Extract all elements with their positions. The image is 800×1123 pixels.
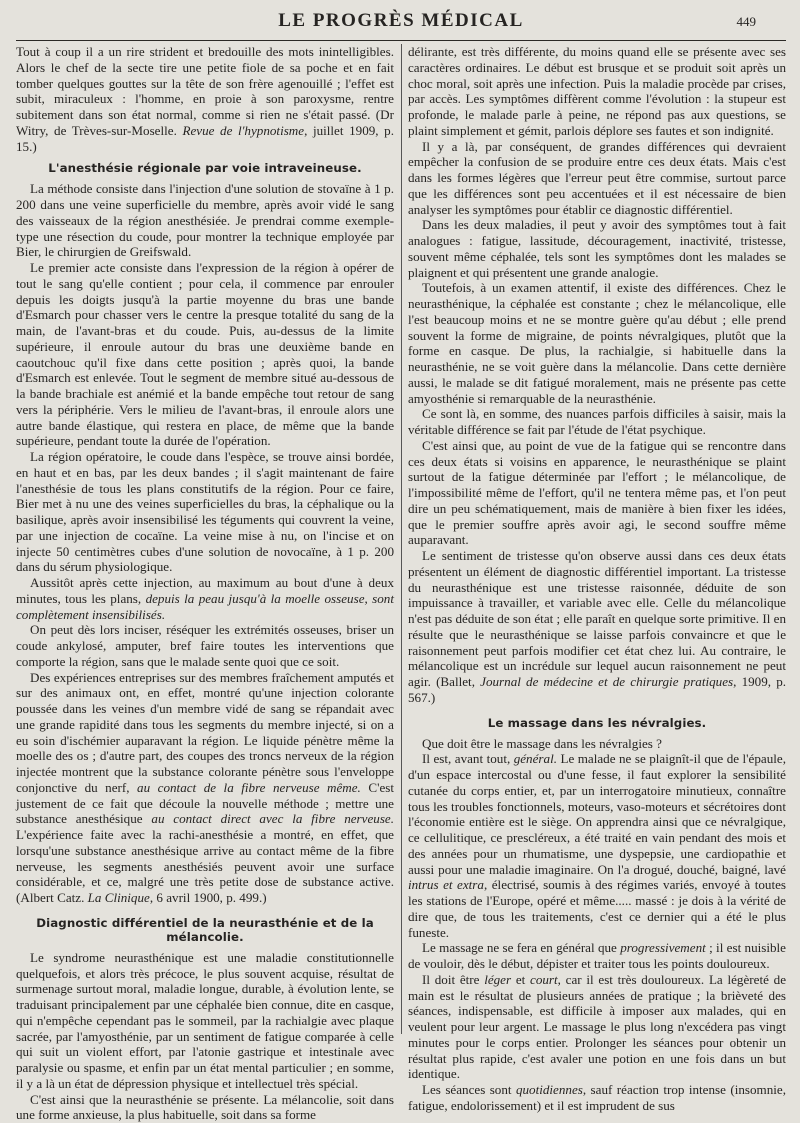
emphasis: quotidiennes (516, 1082, 583, 1097)
emphasis: général. (514, 751, 557, 766)
emphasis: au contact de la fibre nerveuse même. (137, 780, 361, 795)
text-columns (16, 44, 780, 1034)
emphasis: intrus et extra (408, 877, 484, 892)
emphasis: depuis la peau jusqu'à la moelle osseuse, sont complètement insensibilisés. (16, 591, 394, 622)
emphasis: au contact direct avec la fibre nerveuse. (151, 811, 394, 826)
paragraph: La méthode consiste dans l'injection d'une solution de stovaïne à 1 p. 200 dans une veine superficielle du membre, après avoir vidé le sang des vaisseaux de la région anesthésiée. Je prendrai comme exemple-type une résection du coude, pour montrer la technique employée par Bier, le chirurgien de Greifswald. (16, 181, 394, 260)
source-citation: Journal de médecine et de chirurgie pratiques (480, 674, 733, 689)
paragraph: Les séances sont quotidiennes, sauf réaction trop intense (insomnie, fatigue, endolorissement) et il est imprudent de sus (408, 1082, 786, 1114)
paragraph: Le massage ne se fera en général que progressivement ; il est nuisible de vouloir, dès le début, dépister et traiter tous les points douloureux. (408, 940, 786, 972)
page-header (16, 0, 786, 41)
page-number: 449 (737, 14, 757, 30)
column-divider (401, 44, 402, 1034)
emphasis: léger (484, 972, 511, 987)
paragraph: Dans les deux maladies, il peut y avoir des symptômes tout à fait analogues : fatigue, lassitude, découragement, inactivité, tristesse, souvent même céphalée, tels sont les symptômes dont les malades se plaignent et qui présentent une grande analogie. (408, 217, 786, 280)
section-heading-anesthesie: L'anesthésie régionale par voie intraveineuse. (16, 161, 394, 175)
paragraph: Ce sont là, en somme, des nuances parfois difficiles à saisir, mais la véritable différence se fait par l'étude de l'état psychique. (408, 406, 786, 438)
paragraph: C'est ainsi que, au point de vue de la fatigue qui se rencontre dans ces deux états si voisins en apparence, le neurasthénique se plaint surtout de la fatigue déterminée par l'effort ; le mélancolique, de l'impossibilité même de l'effort, qu'il ne tentera même pas, et l'on peut dire un peu schématiquement, mais de manière à bien fixer les idées, que le premier souffre après avoir agi, le second souffre même auparavant. (408, 438, 786, 548)
right-column (408, 44, 786, 1034)
paragraph: Il est, avant tout, général. Le malade ne se plaignît-il que de l'épaule, d'un espace intercostal ou d'une fesse, il faut explorer la sensibilité cutanée du corps entier, et, par un interrogatoire minutieux, connaître tous les troubles fonctionnels, moteurs, vaso-moteurs et sécrétoires dont l'économie entière est le siège. On apprendra ainsi que ce névralgique, ce cellulitique, ce prescléreux, a été traité en vain pendant des mois et des années pour un rhumatisme, une dyspepsie, une cardiopathie et aussi pour une maladie imaginaire. On l'a drogué, douché, baigné, lavé intrus et extra, électrisé, soumis à des régimes variés, envoyé à toutes les stations de l'Europe, opéré et même..... massé : je dois à la vérité de dire que, de tous les traitements, c'est ce dernier qui a été le plus funeste. (408, 751, 786, 940)
paragraph: Des expériences entreprises sur des membres fraîchement amputés et sur des animaux ont, en effet, montré qu'une injection colorante poussée dans les veines d'un membre vidé de sang se répandait avec une grande rapidité dans tous les segments du membre injecté, si on a eu soin d'ischémier auparavant la région. Le liquide pénètre même la moelle des os ; d'autre part, des coupes des troncs nerveux de la région injectée montrent que la substance colorante pénètre sous l'enveloppe conjonctive du nerf, au contact de la fibre nerveuse même. C'est justement de ce fait que découle la nouvelle méthode ; mettre une substance anesthésique au contact direct avec la fibre nerveuse. L'expérience faite avec la rachi-anesthésie a montré, en effet, que lorsqu'une substance anesthésique arrive au contact même de la fibre nerveuse, les segments anesthésiés peuvent avoir une surface considérable, et ce, malgré une très petite dose de substance active. (Albert Catz. La Clinique, 6 avril 1900, p. 499.) (16, 670, 394, 906)
paragraph: La région opératoire, le coude dans l'espèce, se trouve ainsi bordée, en haut et en bas, par les deux bandes ; il s'agit maintenant de faire l'anesthésie de tous les plans constitutifs de la région. Pour ce faire, Bier met à nu une des veines superficielles du bras, la céphalique ou la basilique, après avoir insensibilisé les téguments qui couvrent la veine, par une injection de cocaïne. La veine mise à nu, on l'incise et on injecte 50 centimètres cubes d'une solution de novocaïne, à 1 p. 200 dans du sérum physiologique. (16, 449, 394, 575)
section-heading-diagnostic: Diagnostic différentiel de la neurasthénie et de la mélancolie. (16, 916, 394, 944)
paragraph: C'est ainsi que la neurasthénie se présente. La mélancolie, soit dans une forme anxieuse, la plus habituelle, soit dans sa forme (16, 1092, 394, 1123)
paragraph: Le sentiment de tristesse qu'on observe aussi dans ces deux états présentent un élément de diagnostic différentiel important. La tristesse du neurasthénique est une tristesse raisonnée, déduite de son impuissance à travailler, et variable avec elle. Celle du mélancolique n'est pas déduite de son état ; elle paraît en quelque sorte primitive. Il en résulte que le neurasthénique se laisse parfois convaincre et que le raisonnement peut parfois modifier cet état chez lui. Au contraire, le mélancolique est un incrédule sur lequel aucun raisonnement ne peut agir. (Ballet, Journal de médecine et de chirurgie pratiques, 1909, p. 567.) (408, 548, 786, 706)
source-citation: Revue de l'hypnotisme (182, 123, 304, 138)
emphasis: progressivement (620, 940, 706, 955)
paragraph: Que doit être le massage dans les névralgies ? (408, 736, 786, 752)
paragraph: Aussitôt après cette injection, au maximum au bout d'une à deux minutes, tous les plans, depuis la peau jusqu'à la moelle osseuse, sont complètement insensibilisés. (16, 575, 394, 622)
paragraph: Il doit être léger et court, car il est très douloureux. La légèreté de main est le résultat de plusieurs années de pratique ; la brièveté des séances, indispensable, est difficile à imposer aux malades, qui en veulent pour leur argent. Le massage le plus long n'excédera pas vingt minutes pour le corps entier. Prolonger les séances pour obtenir un résultat plus rapide, c'est avaler une potion en une fois dans un but identique. (408, 972, 786, 1082)
paragraph: Le syndrome neurasthénique est une maladie constitutionnelle quelquefois, et alors très précoce, le plus souvent acquise, résultat de surmenage surtout moral, maladie longue, durable, à évolution lente, se traduisant principalement par une céphalée bien connue, dite en casque, qui n'empêche cependant pas le sommeil, par la rachialgie avec plaque sacrée, par l'amyosthénie, par un sentiment de fatigue comparée à celle qui suit un violent effort, par l'atonie gastrique et intestinale avec paralysie ou spasme, et enfin par un état mental particulier ; en somme, il y a là un état de dépression physique et intellectuel très spécial. (16, 950, 394, 1092)
paragraph: Tout à coup il a un rire strident et bredouille des mots inintelligibles. Alors le chef de la secte tire une petite fiole de sa poche et en fait tomber quelques gouttes sur la tête de son frère agenouillé ; l'effet est subit, miraculeux : l'homme, en proie à son paroxysme, rentre subitement dans son état normal, comme si rien ne s'était passé. (Dr Witry, de Trèves-sur-Moselle. Revue de l'hypnotisme, juillet 1909, p. 15.) (16, 44, 394, 154)
section-heading-massage: Le massage dans les névralgies. (408, 716, 786, 730)
running-title: LE PROGRÈS MÉDICAL (16, 10, 786, 32)
paragraph: Le premier acte consiste dans l'expression de la région à opérer de tout le sang qu'elle contient ; pour cela, il commence par enrouler depuis les doigts jusqu'à la partie moyenne du bras une bande d'Esmarch pour chasser vers le centre la presque totalité du sang de la main, de l'avant-bras et du coude. Puis, au-dessus de la limite supérieure, il enroule autour du bras une deuxième bande en caoutchouc qu'il fixe dans cette position ; après quoi, la bande d'Esmarch est enlevée. Tout le segment de membre situé au-dessous de la bande brachiale est anémié et la bande empêche tout retour de sang vers la périphérie. Vers le milieu de l'avant-bras, il enroule alors une autre bande élastique, qui restera en place, de même que la bande supérieure, pendant toute la durée de l'opération. (16, 260, 394, 449)
paragraph: délirante, est très différente, du moins quand elle se présente avec ses caractères ordinaires. Le début est brusque et se produit soit après un choc moral, soit après une infection. Puis la maladie procède par crises, par accès. Les symptômes diffèrent comme l'évolution : la stupeur est profonde, le malade parle à peine, ne répond pas aux questions, se plaint simplement et gémit, parlois déplore ses fautes et son indignité. (408, 44, 786, 139)
emphasis: court (530, 972, 558, 987)
paragraph: Il y a là, par conséquent, de grandes différences qui devraient empêcher la confusion de se produire entre ces deux états. Mais c'est dans les formes légères que l'erreur peut être commise, surtout parce que les différences sont peu accentuées et il est nécessaire de bien analyser les symptômes pour établir ce diagnostic différentiel. (408, 139, 786, 218)
paragraph: Toutefois, à un examen attentif, il existe des différences. Chez le neurasthénique, la céphalée est constante ; chez le mélancolique, elle l'est beaucoup moins et ne se montre guère qu'au début ; elle prend souvent la forme de migraine, de points névralgiques, plutôt que la forme en casque. De plus, la rachialgie, si habituelle dans la neurasthénie, ne se voit guère dans la mélancolie. Dans cette dernière aussi, le malade se dit fatigué moralement, mais ne présente pas cette amyosthénie si remarquable de la neurasthénie. (408, 280, 786, 406)
left-column (16, 44, 394, 1034)
source-citation: La Clinique (88, 890, 150, 905)
paragraph: On peut dès lors inciser, réséquer les extrémités osseuses, briser un coude ankylosé, amputer, bref faire toutes les interventions que comporte la région, sans que le malade sente quoi que ce soit. (16, 622, 394, 669)
